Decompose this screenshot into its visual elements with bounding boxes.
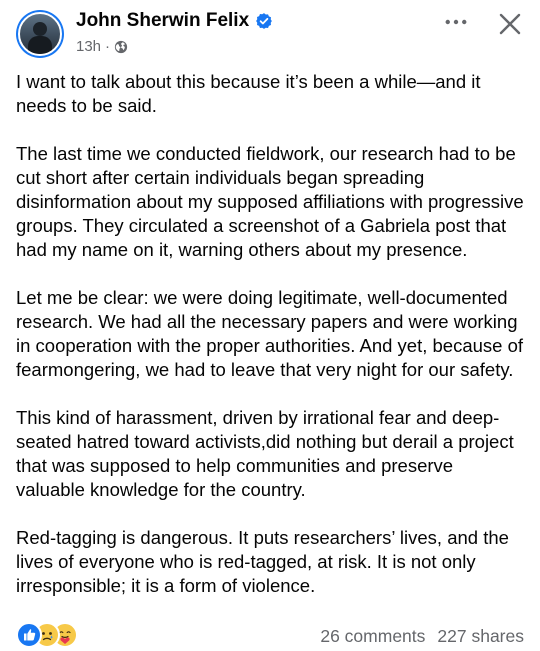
- post-header: [0, 0, 540, 70]
- like-reaction-icon: [16, 622, 42, 648]
- close-button[interactable]: [490, 4, 530, 44]
- post-paragraph: This kind of harassment, driven by irrational fear and deep-seated hatred toward activists,did nothing but derail a project that was supposed to help communities and preserve valuable knowledge for the country.: [16, 407, 514, 500]
- post-paragraph: The last time we conducted fieldwork, our research had to be cut short after certain individuals began spreading disinformation about my supposed affiliations with progressive groups. They circulated a screenshot of a Gabriela post that had my name on it, warning others about my presence.: [16, 143, 524, 260]
- meta-separator: ·: [105, 38, 111, 55]
- reaction-summary[interactable]: [16, 622, 86, 646]
- verified-badge-icon: [255, 12, 273, 30]
- author-name[interactable]: John Sherwin Felix: [76, 10, 250, 31]
- globe-icon[interactable]: [114, 40, 128, 54]
- shares-count[interactable]: 227 shares: [437, 626, 524, 646]
- author-avatar[interactable]: [16, 10, 64, 58]
- post-meta: [76, 38, 128, 55]
- more-options-button[interactable]: [436, 8, 476, 36]
- post-timestamp[interactable]: 13h: [76, 38, 102, 55]
- post-paragraph: Red-tagging is dangerous. It puts researchers’ lives, and the lives of everyone who is red-tagged, at risk. It is not only irresponsible; it is a form of violence.: [16, 527, 509, 596]
- avatar-photo: [18, 12, 62, 56]
- author-name-row: [76, 10, 273, 32]
- engagement-stats: [320, 626, 524, 647]
- more-horizontal-icon: [445, 18, 467, 26]
- post-body: [16, 70, 526, 598]
- comments-count[interactable]: 26 comments: [320, 626, 426, 646]
- post-paragraph: Let me be clear: we were doing legitimate, well-documented research. We had all the necessary papers and were working in cooperation with the proper authorities. And yet, because of fearmongering, we had to leave that very night for our safety.: [16, 287, 524, 380]
- post-footer: [0, 620, 540, 650]
- close-icon: [498, 12, 522, 36]
- post-paragraph: I want to talk about this because it’s been a while—and it needs to be said.: [16, 71, 481, 116]
